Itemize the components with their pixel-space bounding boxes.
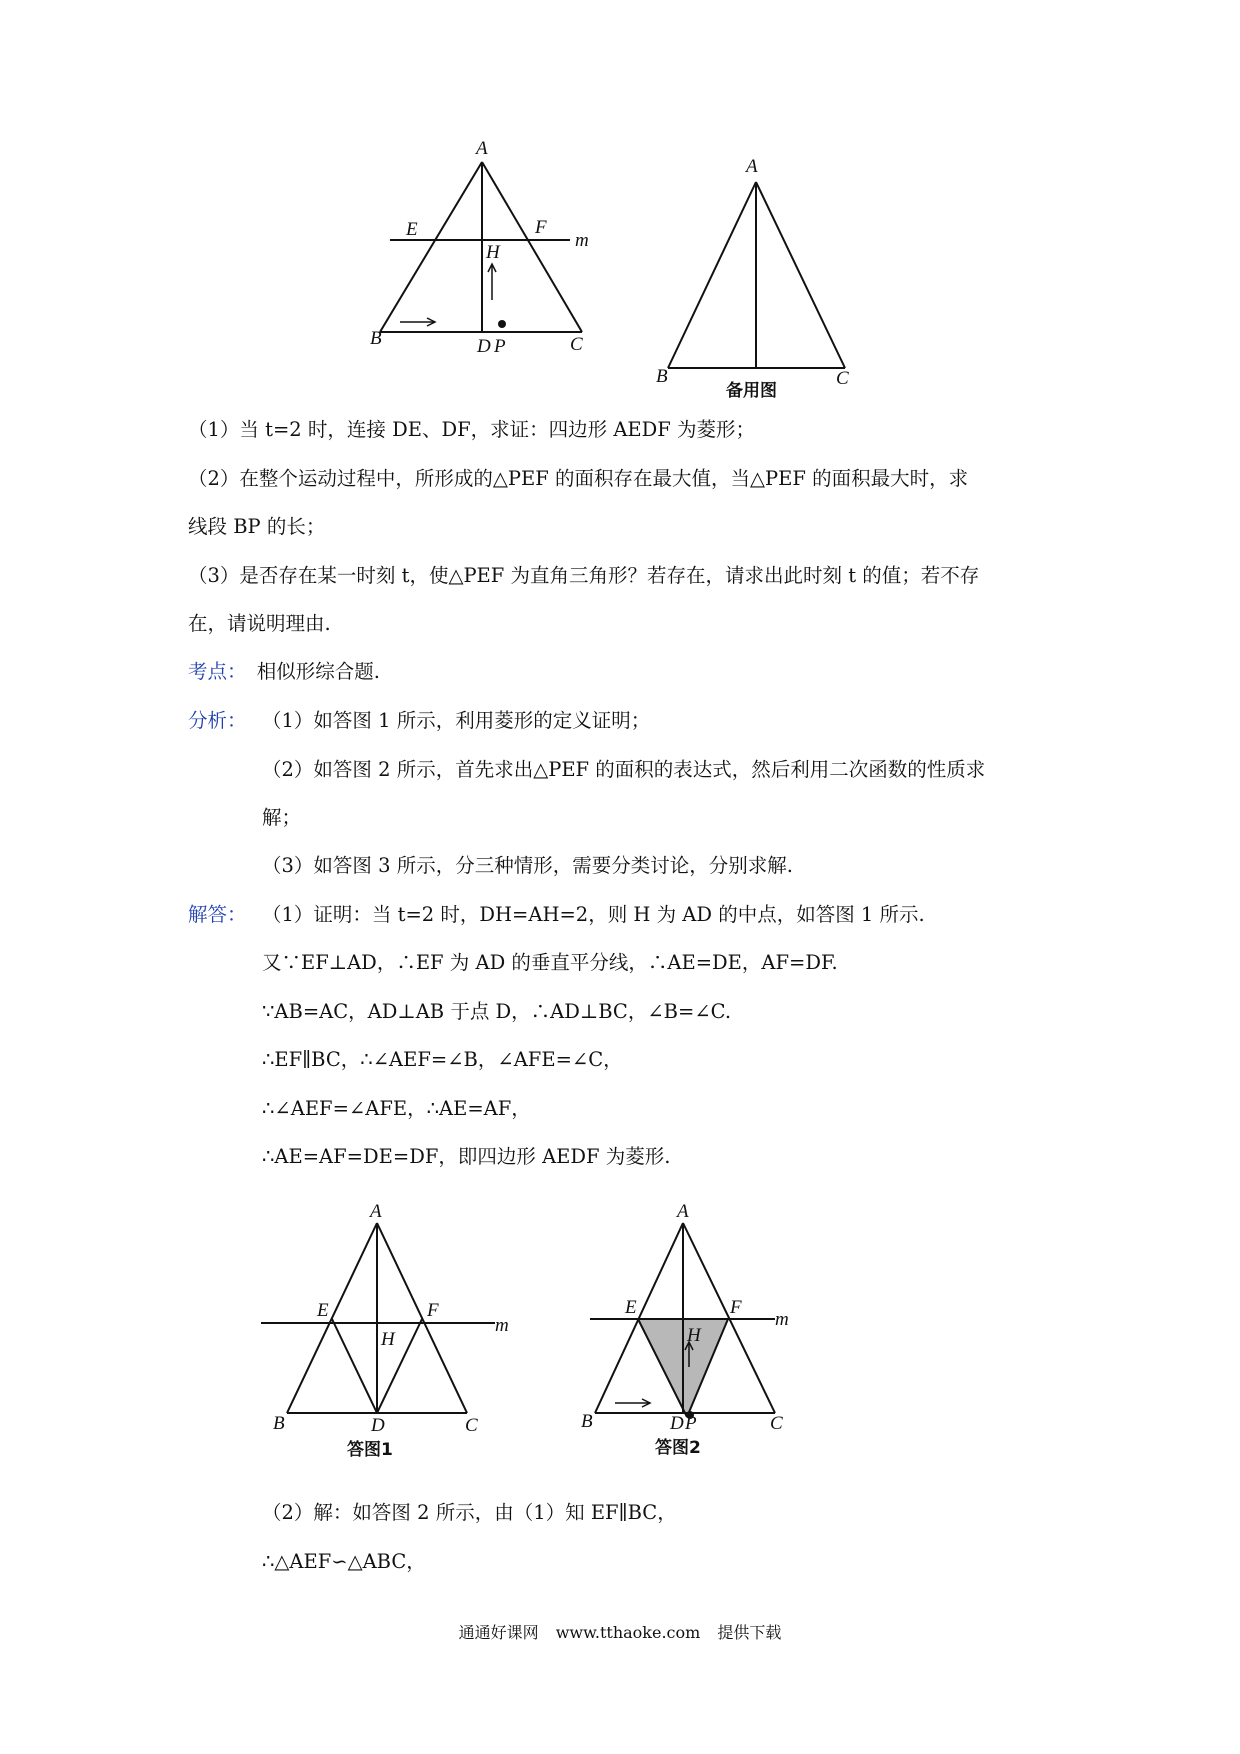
figure-answer-2 [565, 1195, 805, 1465]
label-F: F [427, 1300, 439, 1321]
label-A: A [370, 1201, 382, 1222]
label-C: C [836, 368, 849, 389]
label-P: P [685, 1413, 697, 1434]
fenxi-line3: 解； [262, 806, 302, 829]
figure-caption: 答图2 [655, 1438, 701, 1458]
label-B: B [273, 1413, 285, 1434]
page-footer [0, 1620, 1240, 1643]
jieda-line4: ∴EF∥BC，∴∠AEF=∠B，∠AFE=∠C， [262, 1048, 623, 1071]
label-B: B [370, 328, 382, 349]
jieda2-line1: （2）解：如答图 2 所示，由（1）知 EF∥BC， [262, 1501, 677, 1524]
kaodian-row [188, 659, 380, 685]
footer-site-name: 通通好课网 [458, 1623, 539, 1642]
fenxi-line1: （1）如答图 1 所示，利用菱形的定义证明； [262, 709, 651, 732]
footer-url[interactable]: www.tthaoke.com [555, 1623, 701, 1642]
question-3-line1: （3）是否存在某一时刻 t，使△PEF 为直角三角形？若存在，请求出此时刻 t 的值；若不存 [188, 564, 980, 587]
label-m: m [495, 1315, 509, 1336]
segment-AB [668, 182, 756, 368]
label-E: E [406, 219, 418, 240]
question-1: （1）当 t=2 时，连接 DE、DF，求证：四边形 AEDF 为菱形； [188, 418, 755, 441]
jieda-line1: （1）证明：当 t=2 时，DH=AH=2，则 H 为 AD 的中点，如答图 1 所示. [262, 903, 925, 926]
jieda-line3: ∵AB=AC，AD⊥AB 于点 D，∴AD⊥BC，∠B=∠C. [262, 1000, 732, 1023]
label-D: D [670, 1413, 684, 1434]
label-H: H [381, 1329, 395, 1350]
label-C: C [770, 1413, 783, 1434]
question-2-line2: 线段 BP 的长； [188, 515, 326, 538]
figure-problem [370, 140, 610, 380]
segment-AB [380, 162, 482, 332]
jieda-line5: ∴∠AEF=∠AFE，∴AE=AF， [262, 1097, 531, 1120]
kaodian-label: 考点： [188, 660, 247, 683]
jieda2-line2: ∴△AEF∽△ABC， [262, 1550, 426, 1573]
figure-spare [650, 140, 880, 410]
label-C: C [465, 1415, 478, 1436]
label-D: D [371, 1415, 385, 1436]
label-P: P [494, 336, 506, 357]
label-m: m [575, 230, 589, 251]
question-3-line2: 在，请说明理由. [188, 612, 331, 635]
label-m: m [775, 1309, 789, 1330]
label-F: F [535, 217, 547, 238]
figure-answer-1 [255, 1195, 525, 1465]
kaodian-text: 相似形综合题. [256, 660, 380, 683]
fenxi-line2: （2）如答图 2 所示，首先求出△PEF 的面积的表达式，然后利用二次函数的性质求 [262, 758, 986, 781]
fenxi-line4: （3）如答图 3 所示，分三种情形，需要分类讨论，分别求解. [262, 854, 793, 877]
question-2-line1: （2）在整个运动过程中，所形成的△PEF 的面积存在最大值，当△PEF 的面积最大时，求 [188, 467, 969, 490]
label-D: D [477, 336, 491, 357]
jieda-line6: ∴AE=AF=DE=DF，即四边形 AEDF 为菱形. [262, 1145, 671, 1168]
label-B: B [656, 366, 668, 387]
label-E: E [317, 1300, 329, 1321]
footer-suffix: 提供下载 [717, 1623, 782, 1642]
label-C: C [570, 334, 583, 355]
label-H: H [687, 1325, 701, 1346]
label-A: A [476, 140, 488, 159]
point-P-dot [498, 320, 506, 328]
label-A: A [746, 156, 758, 177]
figure-caption: 答图1 [347, 1440, 393, 1460]
label-F: F [730, 1297, 742, 1318]
label-H: H [486, 242, 500, 263]
jieda-line2: 又∵EF⊥AD，∴EF 为 AD 的垂直平分线，∴AE=DE，AF=DF. [262, 951, 838, 974]
label-E: E [625, 1297, 637, 1318]
figure-caption: 备用图 [726, 381, 777, 401]
segment-DE [332, 1319, 377, 1413]
label-A: A [677, 1201, 689, 1222]
jieda-label: 解答： [188, 903, 247, 926]
label-B: B [581, 1411, 593, 1432]
fenxi-label: 分析： [188, 709, 247, 732]
segment-AC [756, 182, 845, 368]
